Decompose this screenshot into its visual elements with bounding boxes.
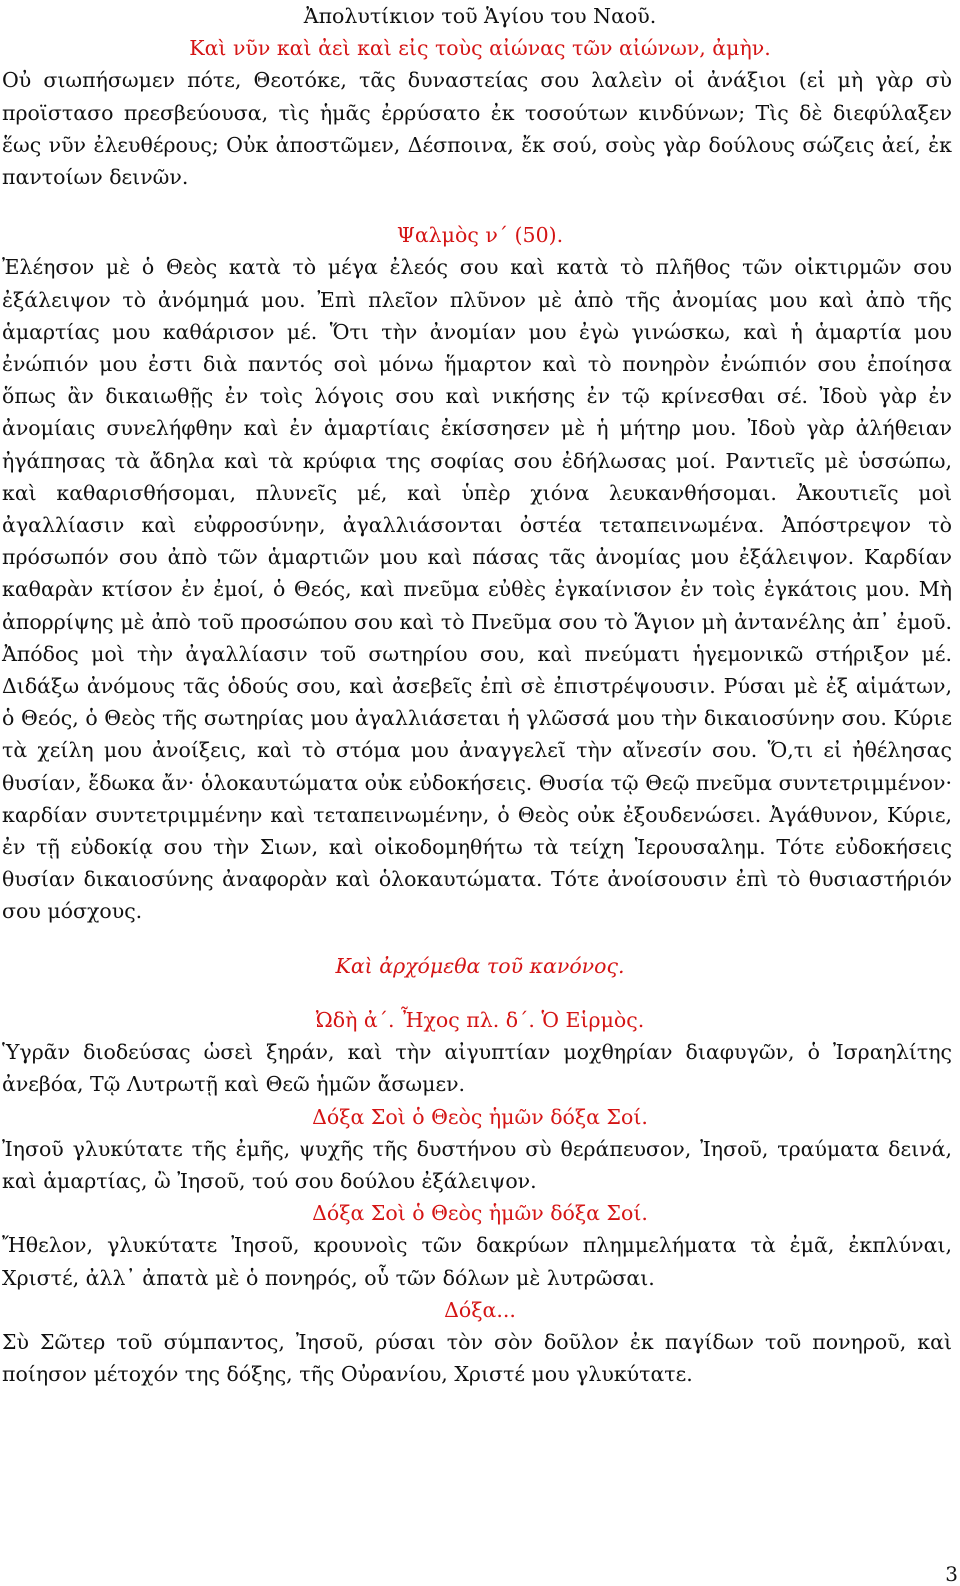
refrain-2: Δόξα Σοὶ ὁ Θεὸς ἡμῶν δόξα Σοί. (312, 1201, 648, 1226)
refrain-3: Δόξα... (444, 1297, 516, 1322)
page-number: 3 (945, 1562, 958, 1586)
psalm-title: Ψαλμὸς ν΄ (50). (396, 223, 564, 248)
refrain-1: Δόξα Σοὶ ὁ Θεὸς ἡμῶν δόξα Σοί. (312, 1104, 648, 1129)
canon-start: Καὶ ἀρχόμεθα τοῦ κανόνος. (335, 953, 625, 978)
psalm-text: Ἐλέησον μὲ ὁ Θεὸς κατὰ τὸ μέγα ἐλεός σου καὶ κατὰ τὸ πλῆθος τῶν οἰκτιρμῶν σου ἐξάλειψον τὸ ἀνόμημά μου. Ἐπὶ πλεῖον πλῦνον μὲ ἀπὸ τῆς ἀνομίας μου καὶ ἀπὸ τῆς ἁμαρτίας μου καθάρισον μέ. Ὅτι τὴν ἀνομίαν μου ἐγὼ γινώσκω, καὶ ἡ ἁμαρτία μου ἐνώπιόν μου ἐστι διὰ παντός σοὶ μόνω ἥμαρτον καὶ τὸ πονηρὸν ἐνώπιόν σου ἐποίησα ὅπως ἂν δικαιωθῇς ἐν τοὶς λόγοις σου καὶ νικήσης ἐν τῷ κρίνεσθαι σέ. Ἰδοὺ γὰρ ἐν ἀνομίαις συνελήφθην καὶ ἐν ἁμαρτίαις ἐκίσσησεν μὲ ἡ μήτηρ μου. Ἰδοὺ γὰρ ἀλήθειαν ἠγάπησας τὰ ἄδηλα καὶ τὰ κρύφια της σοφίας σου ἐδήλωσας μοί. Ραντιεῖς μὲ ὑσσώπω, καὶ καθαρισθήσομαι, πλυνεῖς μέ, καὶ ὑπὲρ χιόνα λευκανθήσομαι. Ἀκουτιεῖς μοὶ ἀγαλλίασιν καὶ εὐφροσύνην, ἀγαλλιάσονται ὀστέα τεταπεινωμένα. Ἀπόστρεψον τὸ πρόσωπόν σου ἀπὸ τῶν ἁμαρτιῶν μου καὶ πάσας τᾶς ἀνομίας μου ἐξάλειψον. Καρδίαν καθαρὰν κτίσον ἐν ἐμοί, ὁ Θεός, καὶ πνεῦμα εὐθὲς ἐγκαίνισον ἐν τοὶς ἐγκάτοις μου. Μὴ ἀπορρίψης μὲ ἀπὸ τοῦ προσώπου σου καὶ τὸ Πνεῦμα σου τὸ Ἅγιον μὴ ἀντανέλης ἀπ᾽ ἐμοῦ. Ἀπόδος μοὶ τὴν ἀγαλλίασιν τοῦ σωτηρίου σου, καὶ πνεύματι ἡγεμονικῶ στήριξον μέ. Διδάξω ἀνόμους τᾶς ὁδούς σου, καὶ ἀσεβεῖς ἐπὶ σὲ ἐπιστρέψουσιν. Ρύσαι μὲ ἐξ αἱμάτων, ὁ Θεός, ὁ Θεὸς τῆς σωτηρίας μου ἀγαλλιάσεται ἡ γλῶσσά μου τὴν δικαιοσύνην σου. Κύριε τὰ χείλη μου ἀνοίξεις, καὶ τὸ στόμα μου ἀναγγελεῖ τὴν αἴνεσίν σου. Ὅ,τι εἰ ἠθέλησας θυσίαν, ἔδωκα ἄν· ὁλοκαυτώματα οὐκ εὐδοκήσεις. Θυσία τῷ Θεῷ πνεῦμα συντετριμμένον· καρδίαν συντετριμμένην καὶ τεταπεινωμένην, ὁ Θεὸς οὐκ ἐξουδενώσει. Ἀγάθυνον, Κύριε, ἐν τῇ εὐδοκίᾳ σου τὴν Σιων, καὶ οἰκοδομηθήτω τὰ τείχη Ἱερουσαλημ. Τότε εὐδοκήσεις θυσίαν δικαιοσύνης ἀναφορὰν καὶ ὁλοκαυτώματα. Τότε ἀνοίσουσιν ἐπὶ τὸ θυσιαστήριόν σου μόσχους. (2, 255, 952, 924)
troparion-2: Ἤθελον, γλυκύτατε Ἰησοῦ, κρουνοὶς τῶν δακρύων πλημμελήματα τὰ ἐμᾶ, ἐκπλύναι, Χριστέ, ἀλλ᾽ ἀπατὰ μὲ ὁ πονηρός, οὗ τῶν δόλων μὲ λυτρῶσαι. (2, 1233, 952, 1290)
doxology-line: Καὶ νῦν καὶ ἀεὶ καὶ εἰς τοὺς αἰώνας τῶν αἰώνων, ἀμὴν. (189, 36, 771, 61)
troparion-3: Σὺ Σῶτερ τοῦ σύμπαντος, Ἰησοῦ, ρύσαι τὸν σὸν δοῦλον ἐκ παγίδων τοῦ πονηροῦ, καὶ ποίησον μέτοχόν της δόξης, τῆς Οὐρανίου, Χριστέ μου γλυκύτατε. (2, 1329, 952, 1387)
heirmos-text: Ὑγρᾶν διοδεύσας ὡσεὶ ξηράν, καὶ τὴν αἰγυπτίαν μοχθηρίαν διαφυγῶν, ὁ Ἰσραηλίτης ἀνεβόα, Τῷ Λυτρωτῇ καὶ Θεῶ ἡμῶν ἄσωμεν. (2, 1040, 952, 1097)
apolytikion-title: Ἀπολυτίκιον τοῦ Ἁγίου του Ναοῦ. (303, 4, 657, 28)
apolytikion-text: Οὐ σιωπήσωμεν πότε, Θεοτόκε, τᾶς δυναστείας σου λαλεὶν οἱ ἀνάξιοι (εἰ μὴ γὰρ σὺ προϊστασο πρεσβεύουσα, τὶς ἡμᾶς ἐρρύσατο ἐκ τοσούτων κινδύνων; Τὶς δὲ διεφύλαξεν ἕως νῦν ἐλευθέρους; Οὐκ ἀποστῶμεν, Δέσποινα, ἔκ σού, σοὺς γὰρ δούλους σώζεις ἀεί, ἐκ παντοίων δεινῶν. (2, 68, 952, 190)
troparion-1: Ἰησοῦ γλυκύτατε τῆς ἐμῆς, ψυχῆς τῆς δυστήνου σὺ θεράπευσον, Ἰησοῦ, τραύματα δεινά, καὶ ἁμαρτίας, ὢ Ἰησοῦ, τού σου δούλου ἐξάλειψον. (2, 1136, 952, 1193)
ode-heading: Ὠδὴ ἀ΄. Ἦχος πλ. δ΄. Ὁ Εἱρμὸς. (315, 1007, 645, 1032)
